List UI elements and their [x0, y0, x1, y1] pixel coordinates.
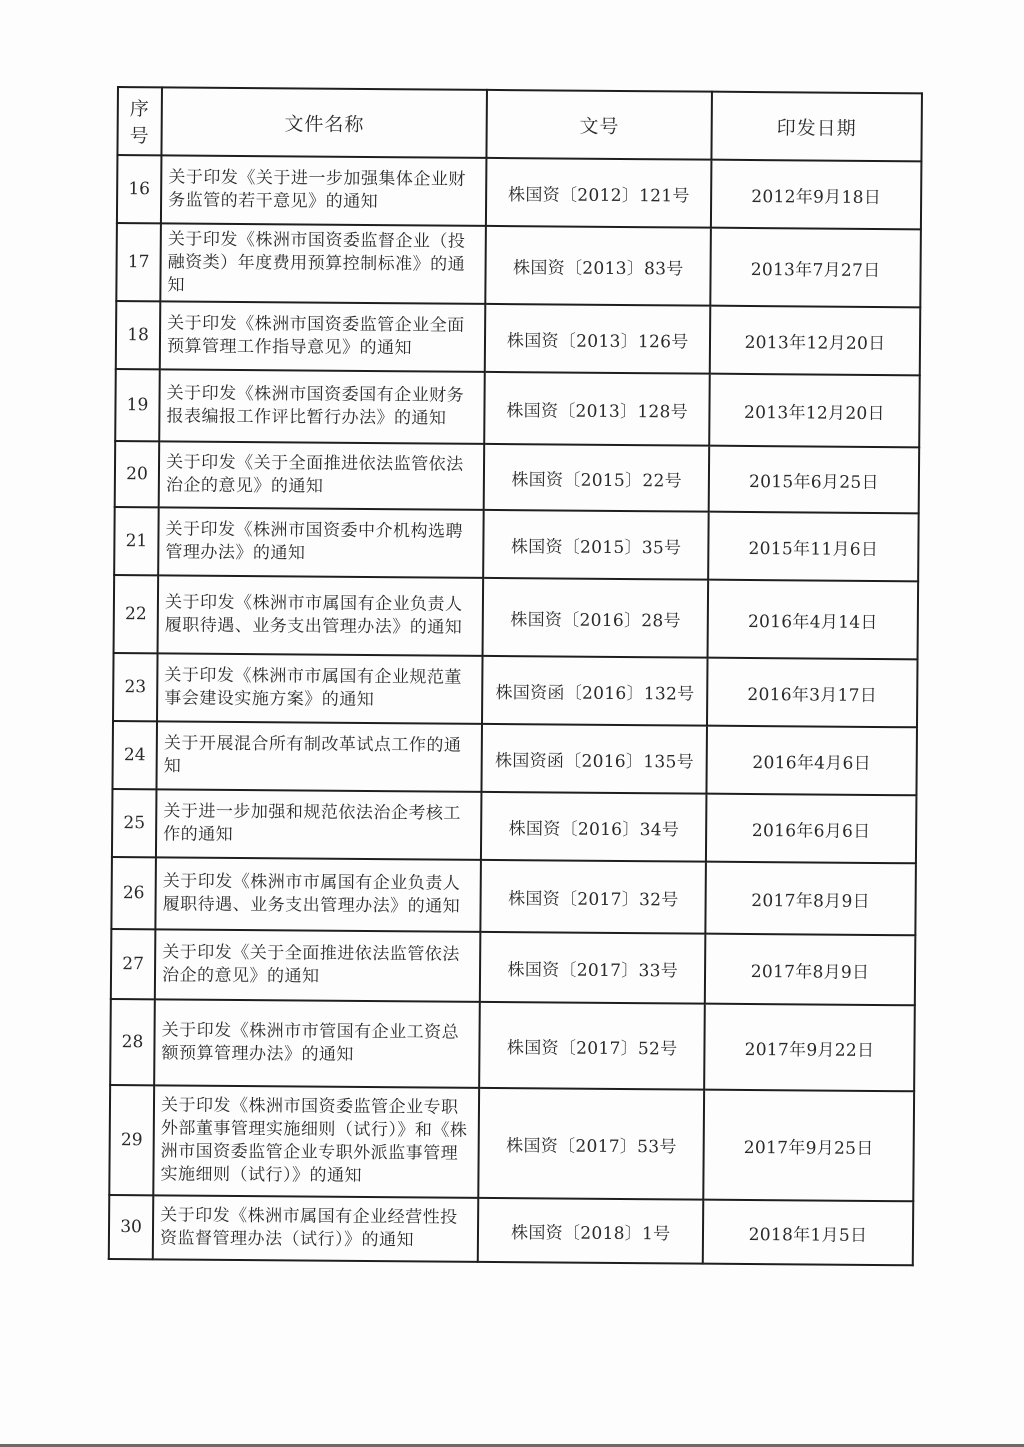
issue-date: 2013年12月20日 [709, 374, 919, 448]
document-name: 关于印发《株洲市国资委监管企业专职外部董事管理实施细则（试行）》和《株洲市国资委监管企业专职外派监事管理实施细则（试行）》的通知 [153, 1085, 479, 1198]
serial-number: 22 [114, 575, 159, 653]
table-header-row [117, 87, 922, 161]
serial-number: 28 [110, 999, 155, 1085]
issue-date: 2017年9月22日 [704, 1004, 915, 1092]
document-name: 关于印发《株洲市市管国有企业工资总额预算管理办法》的通知 [154, 999, 480, 1088]
issue-date: 2016年6月6日 [706, 794, 916, 864]
header-document-name: 文件名称 [162, 87, 488, 158]
document-code: 株国资〔2015〕22号 [484, 444, 709, 512]
document-name: 关于印发《关于全面推进依法监管依法治企的意见》的通知 [159, 441, 485, 510]
table-row [109, 1085, 914, 1201]
document-name: 关于印发《关于进一步加强集体企业财务监管的若干意见》的通知 [161, 155, 487, 226]
issue-date: 2016年3月17日 [707, 658, 917, 728]
header-document-code: 文号 [487, 90, 712, 160]
document-code: 株国资〔2013〕128号 [485, 372, 710, 446]
document-name: 关于印发《株洲市市属国有企业负责人履职待遇、业务支出管理办法》的通知 [158, 575, 484, 656]
serial-number: 20 [115, 441, 160, 507]
document-name: 关于印发《株洲市市属国有企业规范董事会建设实施方案》的通知 [157, 653, 483, 724]
document-name: 关于印发《株洲市国资委国有企业财务报表编报工作评比暂行办法》的通知 [159, 369, 485, 444]
document-code: 株国资〔2017〕33号 [480, 932, 705, 1004]
issue-date: 2017年9月25日 [703, 1090, 914, 1202]
document-name: 关于进一步加强和规范依法治企考核工作的通知 [156, 789, 482, 860]
issue-date: 2017年8月9日 [705, 862, 915, 936]
issue-date: 2015年11月6日 [708, 512, 918, 582]
document-code: 株国资〔2017〕32号 [481, 860, 706, 934]
serial-number: 25 [112, 789, 157, 857]
table-row [114, 507, 919, 581]
document-code: 株国资函〔2016〕132号 [482, 656, 707, 726]
serial-number: 21 [114, 507, 159, 575]
serial-number: 27 [111, 929, 156, 999]
document-name: 关于印发《株洲市属国有企业经营性投资监督管理办法（试行）》的通知 [153, 1195, 479, 1262]
table-row [111, 929, 916, 1005]
document-name: 关于开展混合所有制改革试点工作的通知 [157, 721, 483, 792]
table-row [115, 369, 920, 447]
document-code: 株国资〔2015〕35号 [484, 510, 709, 580]
document-name: 关于印发《株洲市国资委监管企业全面预算管理工作指导意见》的通知 [160, 301, 486, 372]
document-name: 关于印发《株洲市市属国有企业负责人履职待遇、业务支出管理办法》的通知 [155, 857, 481, 932]
serial-number: 26 [111, 857, 156, 929]
document-code: 株国资〔2016〕28号 [483, 578, 708, 658]
serial-number: 16 [117, 155, 162, 223]
issue-date: 2012年9月18日 [711, 160, 921, 230]
document-name: 关于印发《关于全面推进依法监管依法治企的意见》的通知 [155, 929, 481, 1002]
document-name: 关于印发《株洲市国资委中介机构选聘管理办法》的通知 [158, 507, 484, 578]
table-row [112, 789, 917, 863]
serial-number: 17 [116, 223, 161, 301]
serial-number: 18 [116, 301, 161, 369]
serial-number: 29 [109, 1085, 154, 1195]
table-row [116, 301, 921, 375]
issue-date: 2013年7月27日 [710, 228, 921, 308]
issue-date: 2016年4月6日 [707, 726, 917, 796]
table-row [109, 1195, 913, 1265]
header-issue-date: 印发日期 [712, 92, 922, 162]
table-row [113, 653, 918, 727]
issue-date: 2018年1月5日 [703, 1200, 913, 1266]
issue-date: 2016年4月14日 [708, 580, 919, 660]
document-code: 株国资〔2012〕121号 [486, 158, 711, 228]
document-code: 株国资〔2013〕126号 [485, 304, 710, 374]
table-row [112, 721, 917, 795]
document-table [108, 86, 923, 1266]
issue-date: 2017年8月9日 [705, 934, 915, 1006]
issue-date: 2013年12月20日 [710, 306, 920, 376]
document-code: 株国资函〔2016〕135号 [482, 724, 707, 794]
serial-number: 30 [109, 1195, 154, 1259]
serial-number: 23 [113, 653, 158, 721]
table-row [117, 155, 922, 229]
table-row [114, 575, 919, 659]
table-row [116, 223, 921, 307]
document-name: 关于印发《株洲市国资委监督企业（投融资类）年度费用预算控制标准》的通知 [160, 223, 486, 304]
table-row [111, 857, 916, 935]
document-code: 株国资〔2017〕53号 [479, 1088, 704, 1200]
document-code: 株国资〔2016〕34号 [481, 792, 706, 862]
serial-number: 19 [115, 369, 160, 441]
document-code: 株国资〔2018〕1号 [478, 1198, 703, 1264]
document-code: 株国资〔2017〕52号 [480, 1002, 705, 1090]
header-serial-number: 序号 [117, 87, 162, 155]
document-code: 株国资〔2013〕83号 [486, 226, 711, 306]
issue-date: 2015年6月25日 [709, 446, 919, 514]
table-row [115, 441, 919, 513]
table-row [110, 999, 915, 1091]
serial-number: 24 [112, 721, 157, 789]
